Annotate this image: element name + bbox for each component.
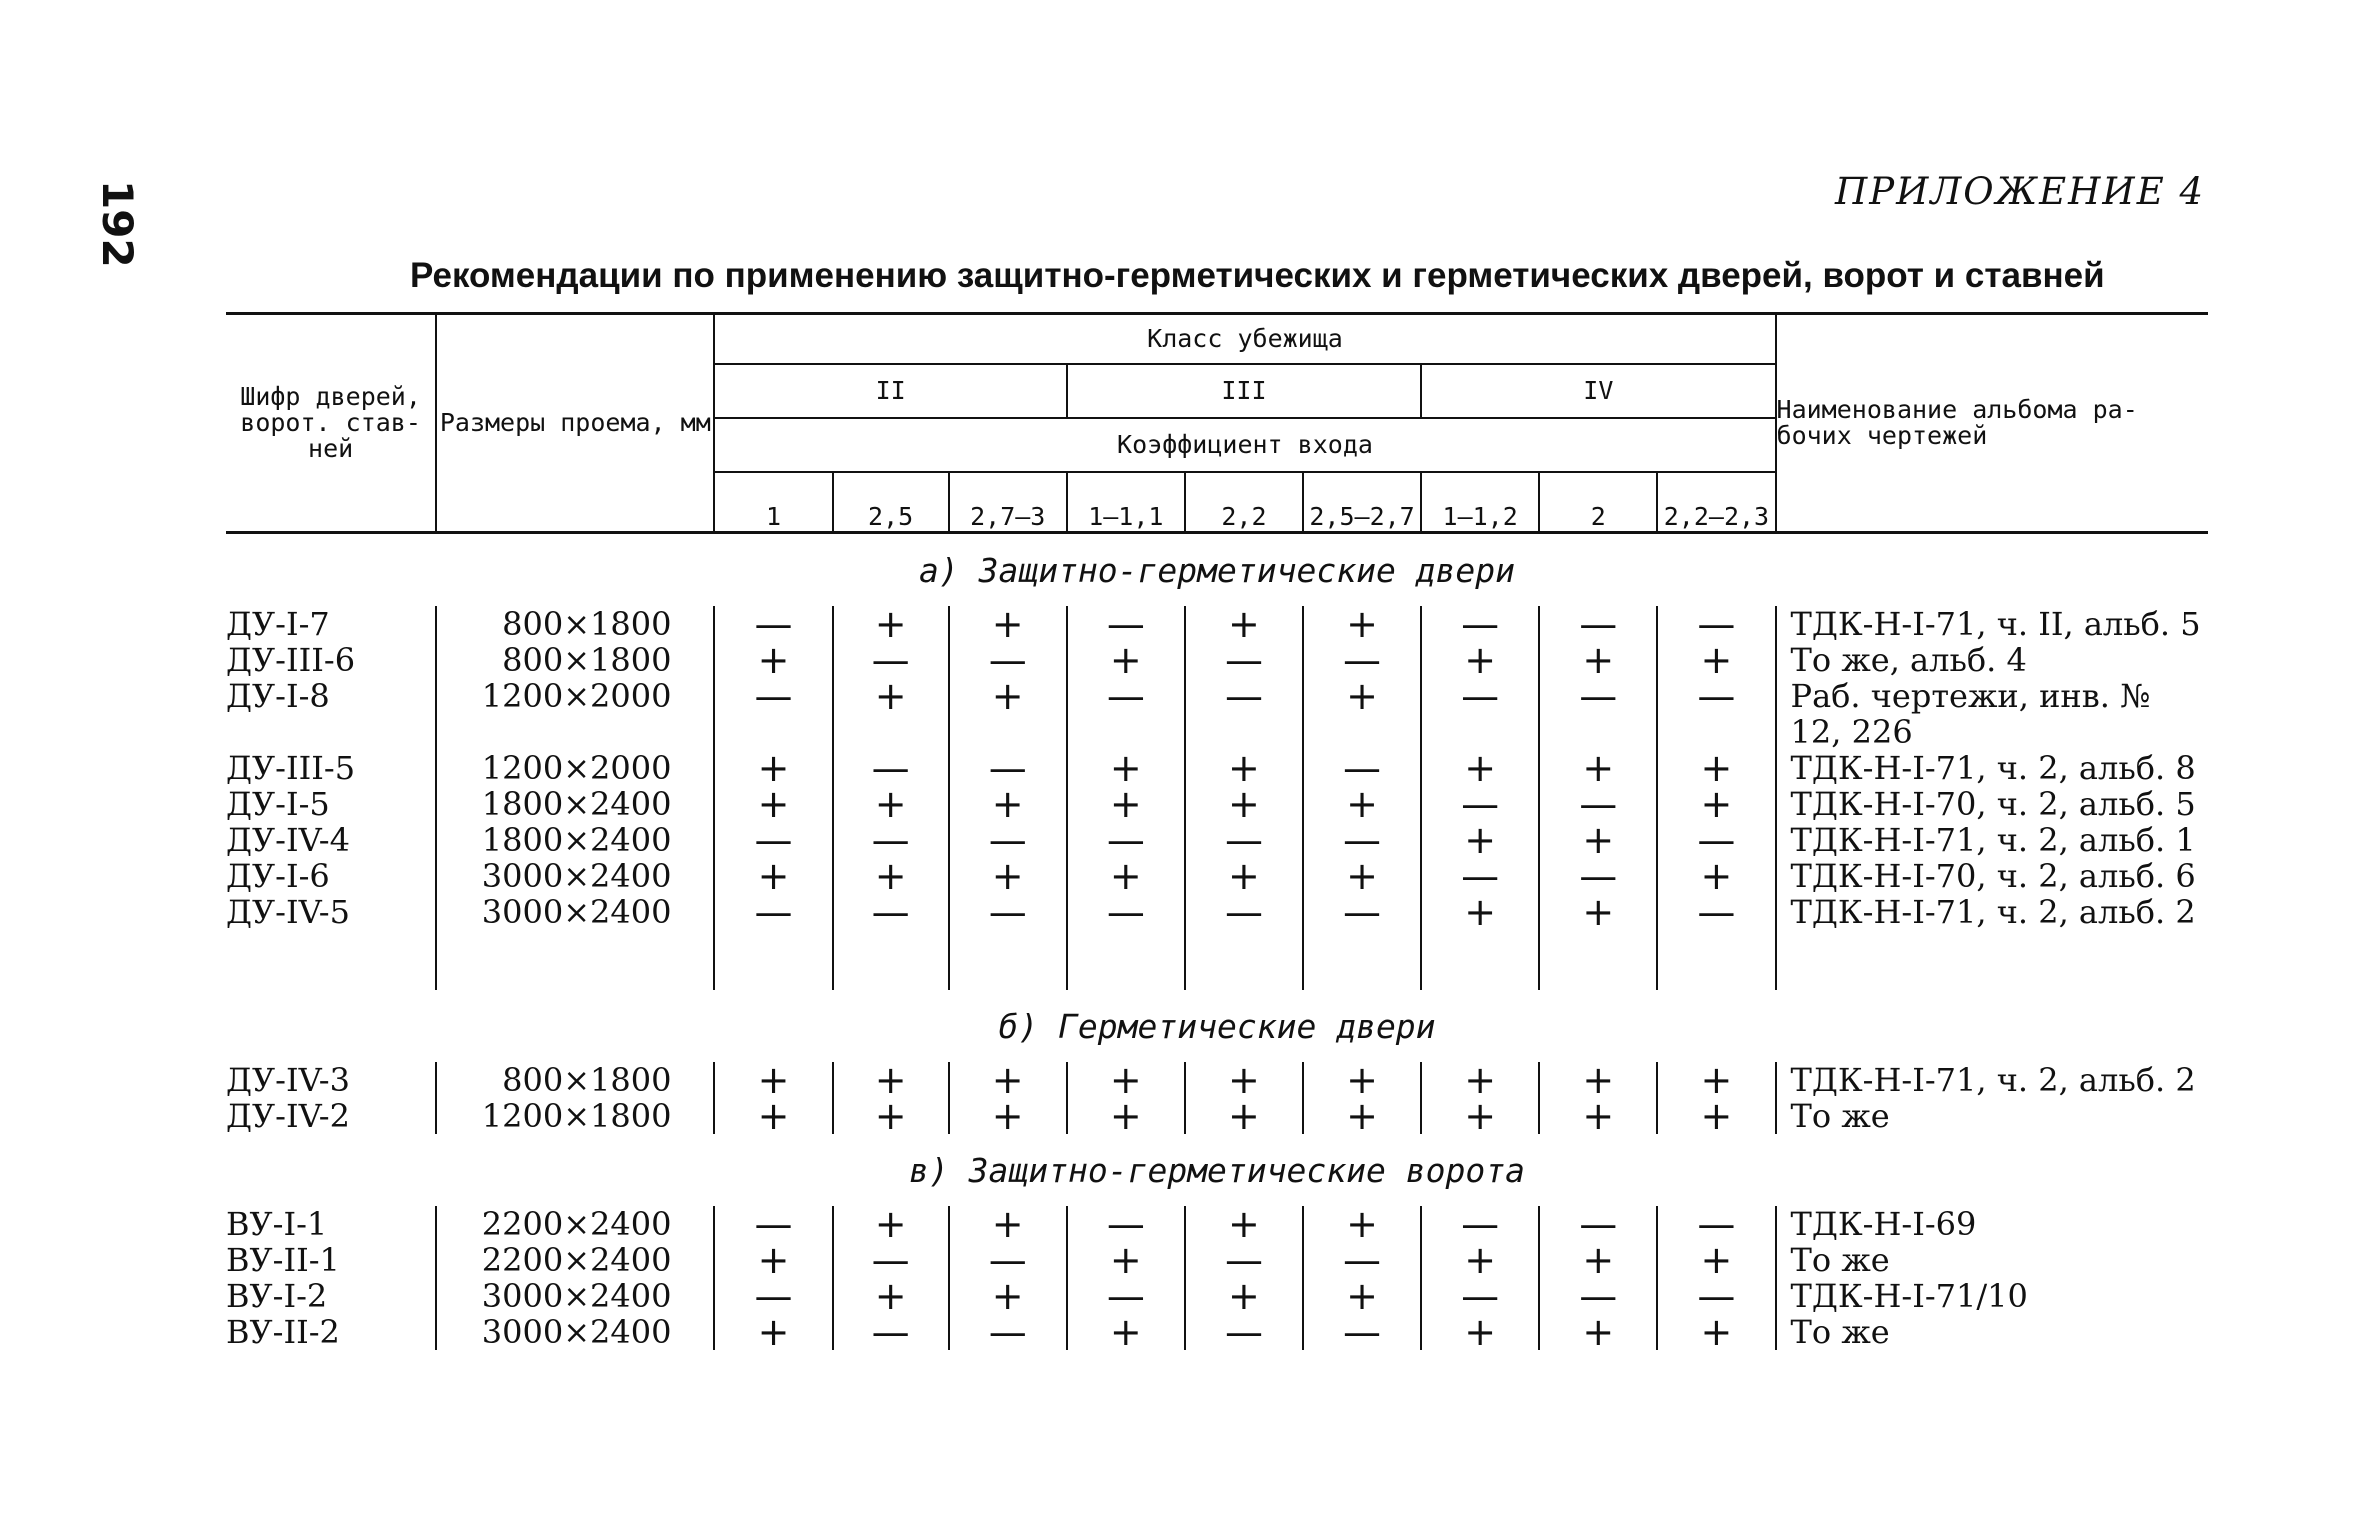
suitability-mark: + [714, 786, 832, 822]
door-code: ДУ-III-6 [226, 641, 356, 679]
suitability-mark: — [1421, 606, 1539, 642]
header-class-III: III [1067, 364, 1421, 418]
door-code: ДУ-IV-4 [226, 821, 350, 859]
album-name: Раб. чертежи, инв. № 12, 226 [1776, 678, 2208, 750]
suitability-mark: — [949, 750, 1067, 786]
section-title: в) Защитно-герметические ворота [909, 1150, 1525, 1190]
suitability-mark: — [714, 678, 832, 750]
suitability-mark: + [1657, 642, 1775, 678]
suitability-mark: + [1185, 606, 1303, 642]
suitability-mark: + [949, 606, 1067, 642]
suitability-mark: + [1185, 1062, 1303, 1098]
album-name: То же, альб. 4 [1776, 642, 2208, 678]
suitability-mark: — [949, 822, 1067, 858]
suitability-mark: — [714, 1206, 832, 1242]
table-title: Рекомендации по применению защитно-герметических и герметических дверей, ворот и ставней [410, 256, 2105, 295]
suitability-mark: — [1067, 822, 1185, 858]
opening-size: 1200×1800 [436, 1098, 714, 1134]
suitability-mark: — [1657, 678, 1775, 750]
suitability-mark: + [1185, 1206, 1303, 1242]
header-coef-value: 1—1,1 [1067, 472, 1185, 533]
suitability-mark: + [1421, 1242, 1539, 1278]
suitability-mark: — [1421, 678, 1539, 750]
table-row [226, 642, 2208, 678]
suitability-mark: + [949, 786, 1067, 822]
album-name: ТДК-Н-I-70, ч. 2, альб. 6 [1776, 858, 2208, 894]
door-code: ДУ-I-8 [226, 677, 330, 715]
door-code: ДУ-IV-3 [226, 1061, 350, 1099]
suitability-mark: + [1657, 1242, 1775, 1278]
album-name: ТДК-Н-I-71, ч. II, альб. 5 [1776, 606, 2208, 642]
header-coef-value: 1 [714, 472, 832, 533]
table-body [226, 533, 2208, 1354]
table-row [226, 606, 2208, 642]
suitability-mark: + [1067, 1314, 1185, 1350]
suitability-mark: + [1067, 1062, 1185, 1098]
header-coef-value: 2,2—2,3 [1657, 472, 1775, 533]
suitability-mark: — [949, 1242, 1067, 1278]
suitability-mark: — [1185, 822, 1303, 858]
suitability-mark: — [1421, 786, 1539, 822]
suitability-mark: — [1067, 1278, 1185, 1314]
suitability-mark: — [1185, 642, 1303, 678]
suitability-mark: + [833, 786, 949, 822]
opening-size: 1800×2400 [436, 786, 714, 822]
suitability-mark: + [1657, 858, 1775, 894]
suitability-mark: — [1303, 642, 1421, 678]
table-row [226, 786, 2208, 822]
suitability-mark: — [1421, 858, 1539, 894]
suitability-mark: — [949, 642, 1067, 678]
suitability-mark: — [1421, 1206, 1539, 1242]
suitability-mark: + [1657, 1098, 1775, 1134]
suitability-mark: + [1539, 1062, 1657, 1098]
suitability-mark: + [714, 642, 832, 678]
suitability-mark: + [1303, 1278, 1421, 1314]
album-name: ТДК-Н-I-69 [1776, 1206, 2208, 1242]
suitability-mark: — [949, 1314, 1067, 1350]
table-row [226, 1278, 2208, 1314]
suitability-mark: + [1185, 750, 1303, 786]
page-number: 192 [93, 180, 142, 268]
suitability-mark: + [1067, 750, 1185, 786]
door-code: ДУ-IV-5 [226, 893, 350, 931]
suitability-mark: + [1421, 1314, 1539, 1350]
suitability-mark: — [833, 750, 949, 786]
suitability-mark: + [833, 858, 949, 894]
opening-size: 3000×2400 [436, 1314, 714, 1350]
suitability-mark: — [1539, 678, 1657, 750]
opening-size: 3000×2400 [436, 858, 714, 894]
table-header [226, 314, 2208, 533]
suitability-mark: — [1303, 1314, 1421, 1350]
suitability-mark: + [1303, 1062, 1421, 1098]
opening-size: 2200×2400 [436, 1242, 714, 1278]
table-row [226, 750, 2208, 786]
suitability-mark: + [1421, 642, 1539, 678]
suitability-mark: + [714, 1062, 832, 1098]
album-name: ТДК-Н-I-71/10 [1776, 1278, 2208, 1314]
suitability-mark: + [949, 678, 1067, 750]
door-code: ДУ-IV-2 [226, 1097, 350, 1135]
suitability-mark: + [1421, 822, 1539, 858]
opening-size: 800×1800 [436, 1062, 714, 1098]
header-coef-value: 2,7—3 [949, 472, 1067, 533]
suitability-mark: — [714, 606, 832, 642]
header-coef-value: 2,5 [833, 472, 949, 533]
suitability-mark: + [1539, 750, 1657, 786]
suitability-mark: + [1067, 858, 1185, 894]
opening-size: 3000×2400 [436, 1278, 714, 1314]
door-code: ВУ-I-1 [226, 1205, 328, 1243]
suitability-mark: + [949, 858, 1067, 894]
opening-size: 800×1800 [436, 606, 714, 642]
suitability-mark: + [1303, 858, 1421, 894]
suitability-mark: + [949, 1062, 1067, 1098]
header-coef: Коэффициент входа [714, 418, 1775, 472]
suitability-mark: + [1657, 786, 1775, 822]
suitability-mark: + [833, 1062, 949, 1098]
suitability-mark: + [949, 1278, 1067, 1314]
suitability-mark: + [1421, 894, 1539, 930]
suitability-mark: + [1421, 750, 1539, 786]
suitability-mark: + [1185, 1098, 1303, 1134]
suitability-mark: — [1303, 894, 1421, 930]
suitability-mark: + [1539, 1314, 1657, 1350]
suitability-mark: — [1185, 894, 1303, 930]
section-title: б) Герметические двери [998, 1006, 1436, 1046]
suitability-mark: — [1303, 822, 1421, 858]
suitability-mark: — [1067, 894, 1185, 930]
album-name: То же [1776, 1242, 2208, 1278]
suitability-mark: — [1067, 678, 1185, 750]
suitability-mark: + [714, 858, 832, 894]
suitability-mark: — [1539, 606, 1657, 642]
header-coef-value: 2 [1539, 472, 1657, 533]
table-row [226, 894, 2208, 930]
suitability-mark: — [1067, 1206, 1185, 1242]
suitability-mark: + [1067, 786, 1185, 822]
header-album: Наименование альбома ра-бочих чертежей [1776, 314, 2208, 533]
album-name: ТДК-Н-I-71, ч. 2, альб. 8 [1776, 750, 2208, 786]
album-name: ТДК-Н-I-71, ч. 2, альб. 2 [1776, 1062, 2208, 1098]
suitability-mark: — [1657, 1206, 1775, 1242]
album-name: ТДК-Н-I-71, ч. 2, альб. 1 [1776, 822, 2208, 858]
opening-size: 1200×2000 [436, 750, 714, 786]
suitability-mark: — [1657, 822, 1775, 858]
suitability-mark: + [714, 1314, 832, 1350]
suitability-mark: + [1303, 1206, 1421, 1242]
suitability-mark: — [1539, 858, 1657, 894]
suitability-mark: + [833, 678, 949, 750]
suitability-mark: — [833, 894, 949, 930]
suitability-mark: + [1185, 786, 1303, 822]
suitability-mark: — [1185, 1242, 1303, 1278]
suitability-mark: — [1539, 786, 1657, 822]
door-code: ДУ-I-5 [226, 785, 330, 823]
suitability-mark: + [1539, 1242, 1657, 1278]
suitability-mark: + [1539, 822, 1657, 858]
suitability-mark: + [949, 1206, 1067, 1242]
section-title-row [226, 1134, 2208, 1206]
suitability-mark: + [1067, 1242, 1185, 1278]
suitability-mark: — [1657, 894, 1775, 930]
suitability-mark: + [1303, 606, 1421, 642]
opening-size: 1200×2000 [436, 678, 714, 750]
suitability-mark: — [833, 1242, 949, 1278]
suitability-mark: — [714, 894, 832, 930]
album-name: То же [1776, 1314, 2208, 1350]
table-row [226, 1098, 2208, 1134]
suitability-mark: + [1539, 1098, 1657, 1134]
suitability-mark: — [1657, 1278, 1775, 1314]
section-title-row [226, 533, 2208, 607]
album-name: ТДК-Н-I-70, ч. 2, альб. 5 [1776, 786, 2208, 822]
suitability-mark: — [714, 1278, 832, 1314]
suitability-mark: — [1185, 1314, 1303, 1350]
opening-size: 2200×2400 [436, 1206, 714, 1242]
suitability-mark: — [1539, 1278, 1657, 1314]
suitability-mark: — [949, 894, 1067, 930]
album-name: То же [1776, 1098, 2208, 1134]
suitability-mark: + [1303, 1098, 1421, 1134]
header-coef-value: 1—1,2 [1421, 472, 1539, 533]
suitability-mark: — [833, 1314, 949, 1350]
header-size: Размеры проема, мм [436, 314, 714, 533]
section-title: а) Защитно-герметические двери [918, 550, 1516, 590]
opening-size: 3000×2400 [436, 894, 714, 930]
suitability-mark: — [833, 822, 949, 858]
door-code: ДУ-I-7 [226, 605, 330, 643]
door-code: ВУ-I-2 [226, 1277, 328, 1315]
suitability-mark: — [1421, 1278, 1539, 1314]
door-code: ВУ-II-1 [226, 1241, 340, 1279]
table-row [226, 1242, 2208, 1278]
header-class-IV: IV [1421, 364, 1775, 418]
suitability-mark: — [1657, 606, 1775, 642]
suitability-mark: + [714, 750, 832, 786]
suitability-mark: — [1303, 750, 1421, 786]
header-class-II: II [714, 364, 1066, 418]
suitability-mark: — [1185, 678, 1303, 750]
suitability-mark: + [833, 1206, 949, 1242]
appendix-heading: ПРИЛОЖЕНИЕ 4 [1834, 170, 2205, 213]
table-row [226, 858, 2208, 894]
door-code: ДУ-III-5 [226, 749, 356, 787]
door-code: ДУ-I-6 [226, 857, 330, 895]
suitability-mark: — [714, 822, 832, 858]
suitability-mark: + [1657, 750, 1775, 786]
table-row [226, 1314, 2208, 1350]
suitability-mark: + [1067, 642, 1185, 678]
suitability-mark: + [1421, 1098, 1539, 1134]
suitability-mark: + [833, 606, 949, 642]
album-name: ТДК-Н-I-71, ч. 2, альб. 2 [1776, 894, 2208, 930]
suitability-mark: + [714, 1098, 832, 1134]
door-code: ВУ-II-2 [226, 1313, 340, 1351]
suitability-mark: + [714, 1242, 832, 1278]
suitability-mark: + [1657, 1314, 1775, 1350]
suitability-mark: + [833, 1278, 949, 1314]
suitability-mark: + [1657, 1062, 1775, 1098]
suitability-mark: — [1067, 606, 1185, 642]
table-row [226, 822, 2208, 858]
suitability-mark: + [1421, 1062, 1539, 1098]
suitability-mark: + [1185, 1278, 1303, 1314]
suitability-mark: + [949, 1098, 1067, 1134]
suitability-mark: + [1067, 1098, 1185, 1134]
suitability-mark: — [833, 642, 949, 678]
section-title-row [226, 990, 2208, 1062]
suitability-mark: + [1185, 858, 1303, 894]
suitability-mark: + [1539, 894, 1657, 930]
suitability-mark: + [1539, 642, 1657, 678]
suitability-mark: + [833, 1098, 949, 1134]
spacer-row [226, 930, 2208, 990]
recommendations-table [226, 312, 2208, 1354]
suitability-mark: + [1303, 786, 1421, 822]
opening-size: 800×1800 [436, 642, 714, 678]
table-row [226, 678, 2208, 750]
table-row [226, 1062, 2208, 1098]
suitability-mark: — [1539, 1206, 1657, 1242]
header-coef-value: 2,2 [1185, 472, 1303, 533]
header-code: Шифр дверей, ворот. став-ней [226, 314, 436, 533]
table-row [226, 1206, 2208, 1242]
suitability-mark: + [1303, 678, 1421, 750]
header-coef-value: 2,5—2,7 [1303, 472, 1421, 533]
header-class: Класс убежища [714, 314, 1775, 365]
suitability-mark: — [1303, 1242, 1421, 1278]
opening-size: 1800×2400 [436, 822, 714, 858]
